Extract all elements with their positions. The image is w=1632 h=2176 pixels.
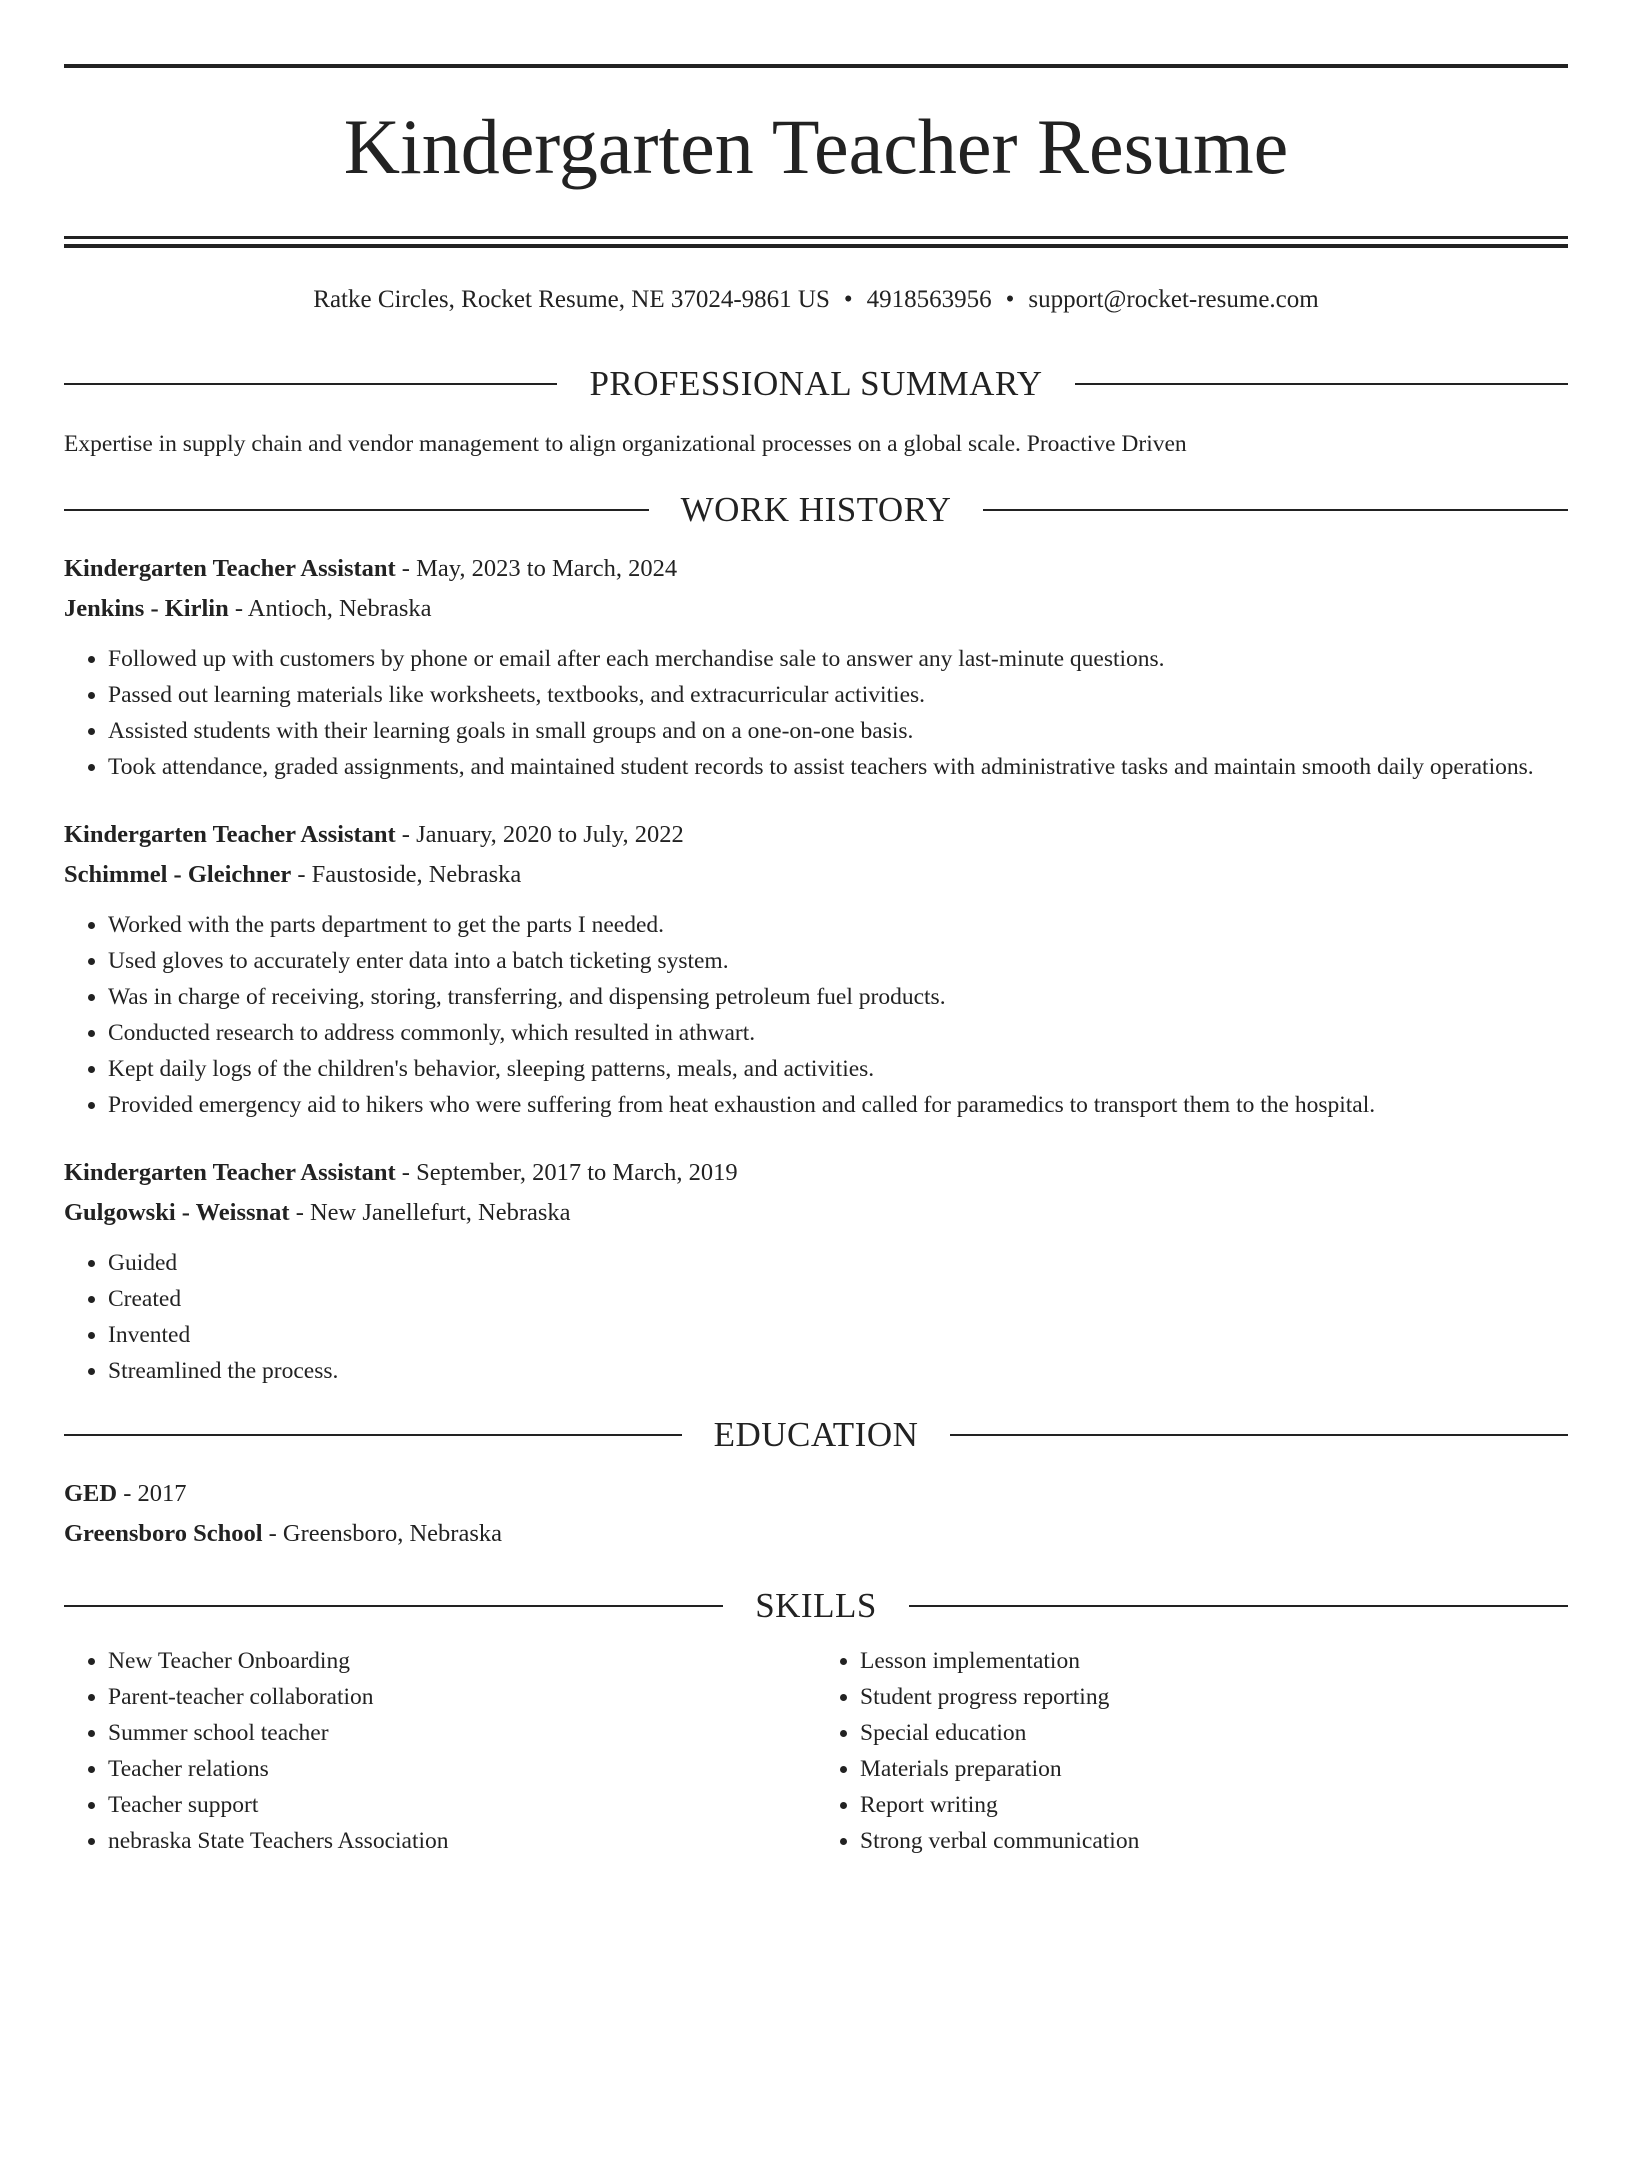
heading-rule — [64, 1605, 723, 1607]
skill-item: • Strong verbal communication — [860, 1823, 1568, 1859]
job-title: Kindergarten Teacher Assistant — [64, 1159, 396, 1186]
job-location: - Antioch, Nebraska — [228, 595, 432, 622]
heading-rule — [64, 383, 557, 385]
education-heading-label: EDUCATION — [713, 1415, 919, 1454]
skill-item: • Report writing — [860, 1787, 1568, 1823]
heading-rule — [1075, 383, 1568, 385]
title-double-divider — [64, 236, 1568, 248]
job-bullets — [64, 907, 1568, 1123]
heading-rule — [983, 509, 1568, 511]
job-employer: Gulgowski - Weissnat — [64, 1199, 290, 1226]
skill-item: • Teacher relations — [108, 1751, 816, 1787]
job-title-line — [64, 549, 1568, 589]
job-title: Kindergarten Teacher Assistant — [64, 821, 396, 848]
list-item: • Was in charge of receiving, storing, transferring, and dispensing petroleum fuel products. — [108, 979, 1568, 1015]
contact-address: Ratke Circles, Rocket Resume, NE 37024-9861 US — [313, 286, 830, 313]
job-location: - New Janellefurt, Nebraska — [289, 1199, 571, 1226]
education-year: - 2017 — [117, 1480, 187, 1507]
job-title-line — [64, 815, 1568, 855]
education-school: Greensboro School — [64, 1520, 263, 1547]
list-item: • Invented — [108, 1317, 1568, 1353]
skill-item: • Parent-teacher collaboration — [108, 1679, 816, 1715]
skills-bullets-left — [64, 1643, 816, 1859]
skill-item: • nebraska State Teachers Association — [108, 1823, 816, 1859]
skill-item: • Summer school teacher — [108, 1715, 816, 1751]
education-school-line — [64, 1514, 1568, 1554]
skill-item: • New Teacher Onboarding — [108, 1643, 816, 1679]
job-entry — [64, 815, 1568, 1123]
list-item: • Created — [108, 1281, 1568, 1317]
job-employer: Jenkins - Kirlin — [64, 595, 229, 622]
education-heading — [64, 1417, 1568, 1452]
job-employer: Schimmel - Gleichner — [64, 861, 292, 888]
list-item: • Took attendance, graded assignments, and maintained student records to assist teachers with administrative tasks and maintain smooth daily operations. — [108, 749, 1568, 785]
list-item: • Worked with the parts department to get the parts I needed. — [108, 907, 1568, 943]
job-bullets — [64, 641, 1568, 785]
education-location: - Greensboro, Nebraska — [262, 1520, 502, 1547]
heading-rule — [64, 1434, 682, 1436]
skills-bullets-right — [816, 1643, 1568, 1859]
job-dates: - May, 2023 to March, 2024 — [395, 555, 678, 582]
heading-rule — [64, 509, 649, 511]
skill-item: • Teacher support — [108, 1787, 816, 1823]
contact-separator: • — [843, 286, 853, 313]
job-employer-line — [64, 1193, 1568, 1233]
list-item: • Used gloves to accurately enter data into a batch ticketing system. — [108, 943, 1568, 979]
resume-page — [0, 64, 1632, 2176]
list-item: • Kept daily logs of the children's behavior, sleeping patterns, meals, and activities. — [108, 1051, 1568, 1087]
heading-rule — [909, 1605, 1568, 1607]
contact-line — [64, 284, 1568, 316]
skill-item: • Lesson implementation — [860, 1643, 1568, 1679]
list-item: • Assisted students with their learning goals in small groups and on a one-on-one basis. — [108, 713, 1568, 749]
skills-column-right — [816, 1643, 1568, 1859]
list-item: • Conducted research to address commonly, which resulted in athwart. — [108, 1015, 1568, 1051]
work-history-heading — [64, 492, 1568, 527]
contact-separator: • — [1005, 286, 1015, 313]
work-history-heading-label: WORK HISTORY — [680, 490, 952, 529]
skill-item: • Special education — [860, 1715, 1568, 1751]
list-item: • Followed up with customers by phone or email after each merchandise sale to answer any last-minute questions. — [108, 641, 1568, 677]
job-title-line — [64, 1153, 1568, 1193]
education-degree: GED — [64, 1480, 118, 1507]
list-item: • Passed out learning materials like worksheets, textbooks, and extracurricular activities. — [108, 677, 1568, 713]
skills-heading-label: SKILLS — [755, 1586, 877, 1625]
job-dates: - January, 2020 to July, 2022 — [395, 821, 684, 848]
contact-email: support@rocket-resume.com — [1028, 286, 1319, 313]
job-title: Kindergarten Teacher Assistant — [64, 555, 396, 582]
job-dates: - September, 2017 to March, 2019 — [395, 1159, 738, 1186]
education-entry — [64, 1474, 1568, 1554]
resume-title: Kindergarten Teacher Resume — [343, 103, 1289, 190]
summary-heading — [64, 366, 1568, 401]
list-item: • Provided emergency aid to hikers who were suffering from heat exhaustion and called for paramedics to transport them to the hospital. — [108, 1087, 1568, 1123]
list-item: • Guided — [108, 1245, 1568, 1281]
job-employer-line — [64, 589, 1568, 629]
job-location: - Faustoside, Nebraska — [291, 861, 522, 888]
summary-text: Expertise in supply chain and vendor management to align organizational processes on a global scale. Proactive Driven — [64, 431, 1187, 457]
contact-phone: 4918563956 — [866, 286, 992, 313]
skills-heading — [64, 1588, 1568, 1623]
list-item: • Streamlined the process. — [108, 1353, 1568, 1389]
education-degree-line — [64, 1474, 1568, 1514]
summary-heading-label: PROFESSIONAL SUMMARY — [589, 364, 1043, 403]
skill-item: • Materials preparation — [860, 1751, 1568, 1787]
top-divider — [64, 64, 1568, 68]
heading-rule — [950, 1434, 1568, 1436]
job-bullets — [64, 1245, 1568, 1389]
skills-column-left — [64, 1643, 816, 1859]
skills-list — [64, 1643, 1568, 1859]
job-entry — [64, 549, 1568, 785]
job-entry — [64, 1153, 1568, 1389]
skill-item: • Student progress reporting — [860, 1679, 1568, 1715]
job-employer-line — [64, 855, 1568, 895]
